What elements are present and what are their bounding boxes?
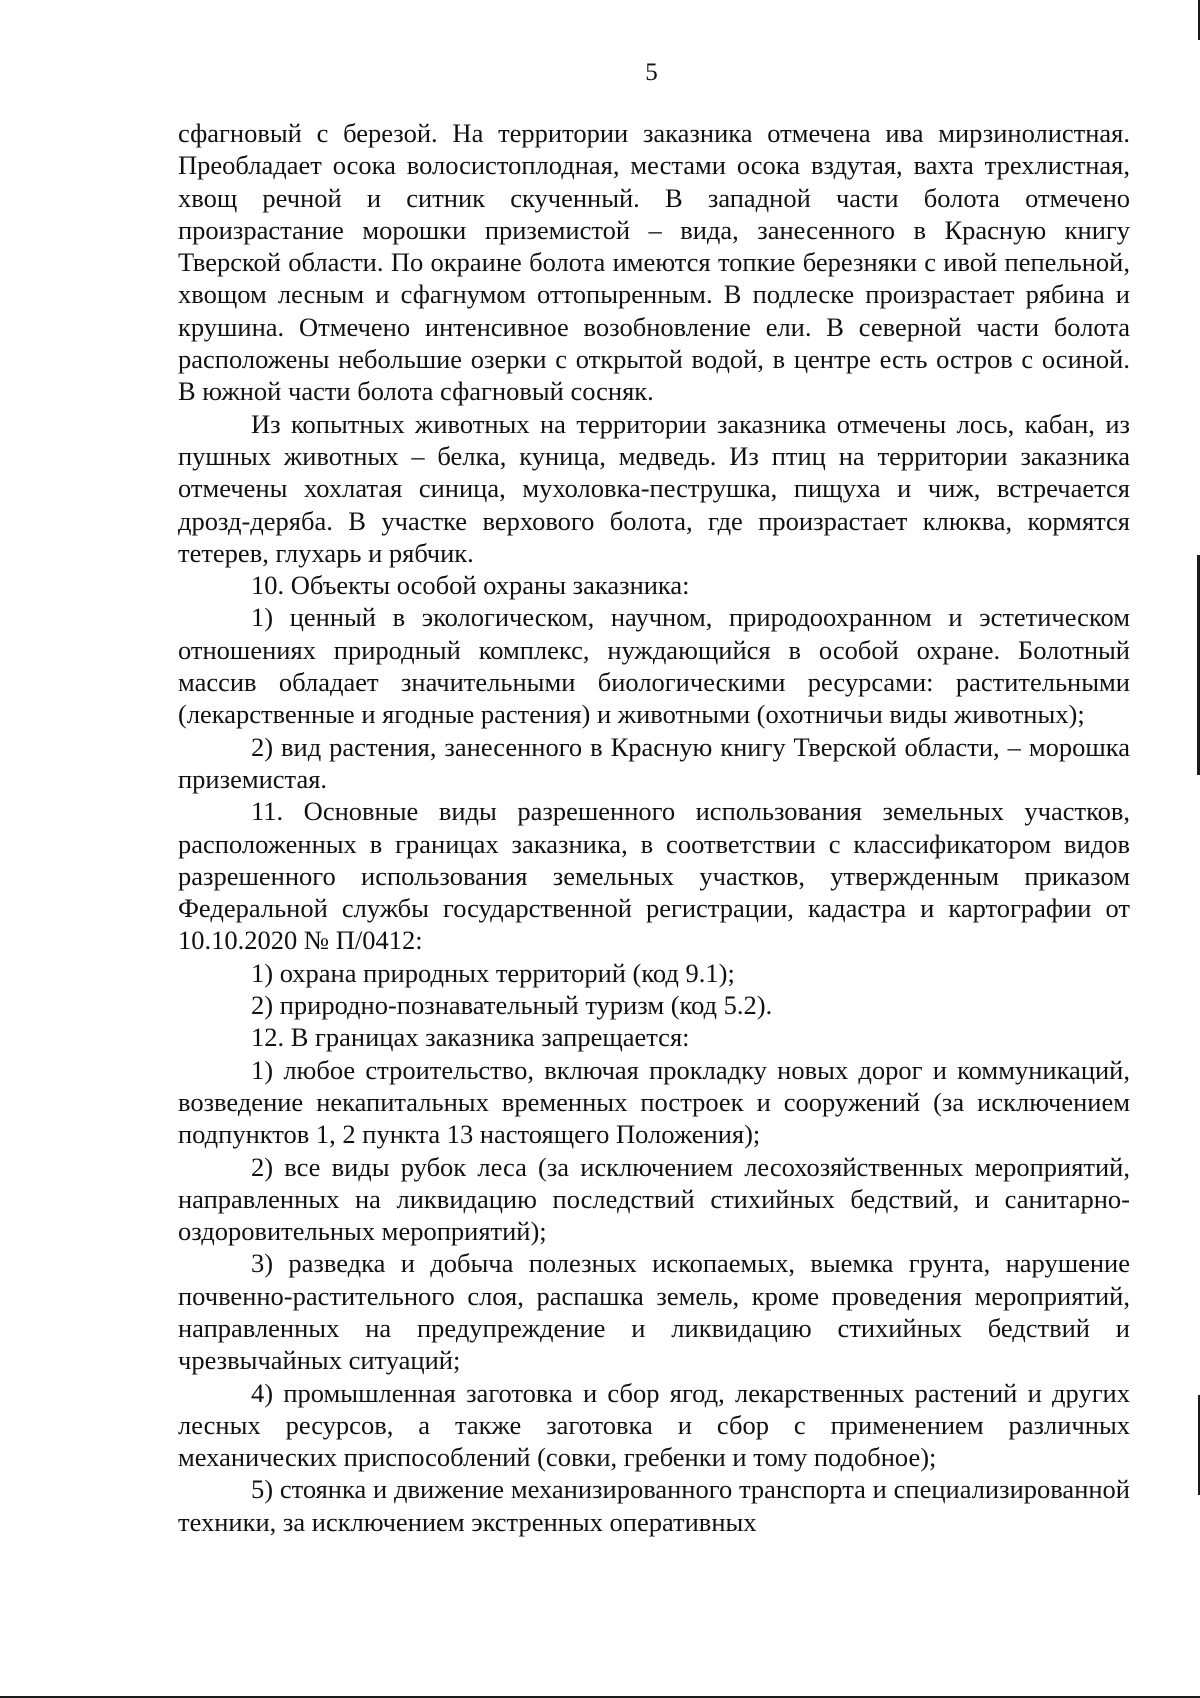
section-11-item-2: 2) природно-познавательный туризм (код 5.2).: [251, 990, 773, 1021]
document-body: [178, 117, 1130, 1538]
section-12-item-1: 1) любое строительство, включая прокладку новых дорог и коммуникаций, возведение некапитальных временных построек и сооружений (за исключением подпунктов 1, 2 пункта 13 настоящего Положения);: [178, 1054, 1130, 1150]
section-10-item-2: 2) вид растения, занесенного в Красную книгу Тверской области, – морошка приземистая.: [178, 731, 1130, 794]
section-12-heading: 12. В границах заказника запрещается:: [251, 1022, 690, 1053]
section-12-item-5: 5) стоянка и движение механизированного транспорта и специализированной техники, за исключением экстренных оперативных: [178, 1474, 1130, 1537]
section-12-item-4: 4) промышленная заготовка и сбор ягод, лекарственных растений и других лесных ресурсов, а также заготовка и сбор с применением различных механических приспособлений (совки, гребенки и тому подобное);: [178, 1377, 1130, 1473]
paragraph-flora-continued: сфагновый с березой. На территории заказника отмечена ива мирзинолистная. Преобладает осока волосистоплодная, местами осока вздутая, вахта трехлистная, хвощ речной и ситник скученный. В западной части болота отмечено произрастание морошки приземистой – вида, занесенного в Красную книгу Тверской области. По окраине болота имеются топкие березняки с ивой пепельной, хвощом лесным и сфагнумом оттопыренным. В подлеске произрастает рябина и крушина. Отмечено интенсивное возобновление ели. В северной части болота расположены небольшие озерки с открытой водой, в центре есть остров с осиной. В южной части болота сфагновый сосняк.: [178, 118, 1130, 407]
page-number: 5: [645, 59, 658, 86]
section-10-item-1: 1) ценный в экологическом, научном, природоохранном и эстетическом отношениях природный комплекс, нуждающийся в особой охране. Болотный массив обладает значительными биологическими ресурсами: растительными (лекарственные и ягодные растения) и животными (охотничьи виды животных);: [178, 602, 1130, 730]
section-12-item-3: 3) разведка и добыча полезных ископаемых, выемка грунта, нарушение почвенно-растительного слоя, распашка земель, кроме проведения мероприятий, направленных на предупреждение и ликвидацию стихийных бедствий и чрезвычайных ситуаций;: [178, 1248, 1130, 1376]
section-12-item-2: 2) все виды рубок леса (за исключением лесохозяйственных мероприятий, направленных на ликвидацию последствий стихийных бедствий, и санитарно-оздоровительных мероприятий);: [178, 1151, 1130, 1247]
section-11-heading: 11. Основные виды разрешенного использования земельных участков, расположенных в границах заказника, в соответствии с классификатором видов разрешенного использования земельных участков, утвержденным приказом Федеральной службы государственной регистрации, кадастра и картографии от 10.10.2020 № П/0412:: [178, 796, 1130, 956]
section-10-heading: 10. Объекты особой охраны заказника:: [251, 570, 690, 601]
section-11-item-1: 1) охрана природных территорий (код 9.1);: [251, 957, 735, 988]
paragraph-fauna: Из копытных животных на территории заказника отмечены лось, кабан, из пушных животных – белка, куница, медведь. Из птиц на территории заказника отмечены хохлатая синица, мухоловка-пеструшка, пищуха и чиж, встречается дрозд-деряба. В участке верхового болота, где произрастает клюква, кормятся тетерев, глухарь и рябчик.: [178, 408, 1130, 568]
